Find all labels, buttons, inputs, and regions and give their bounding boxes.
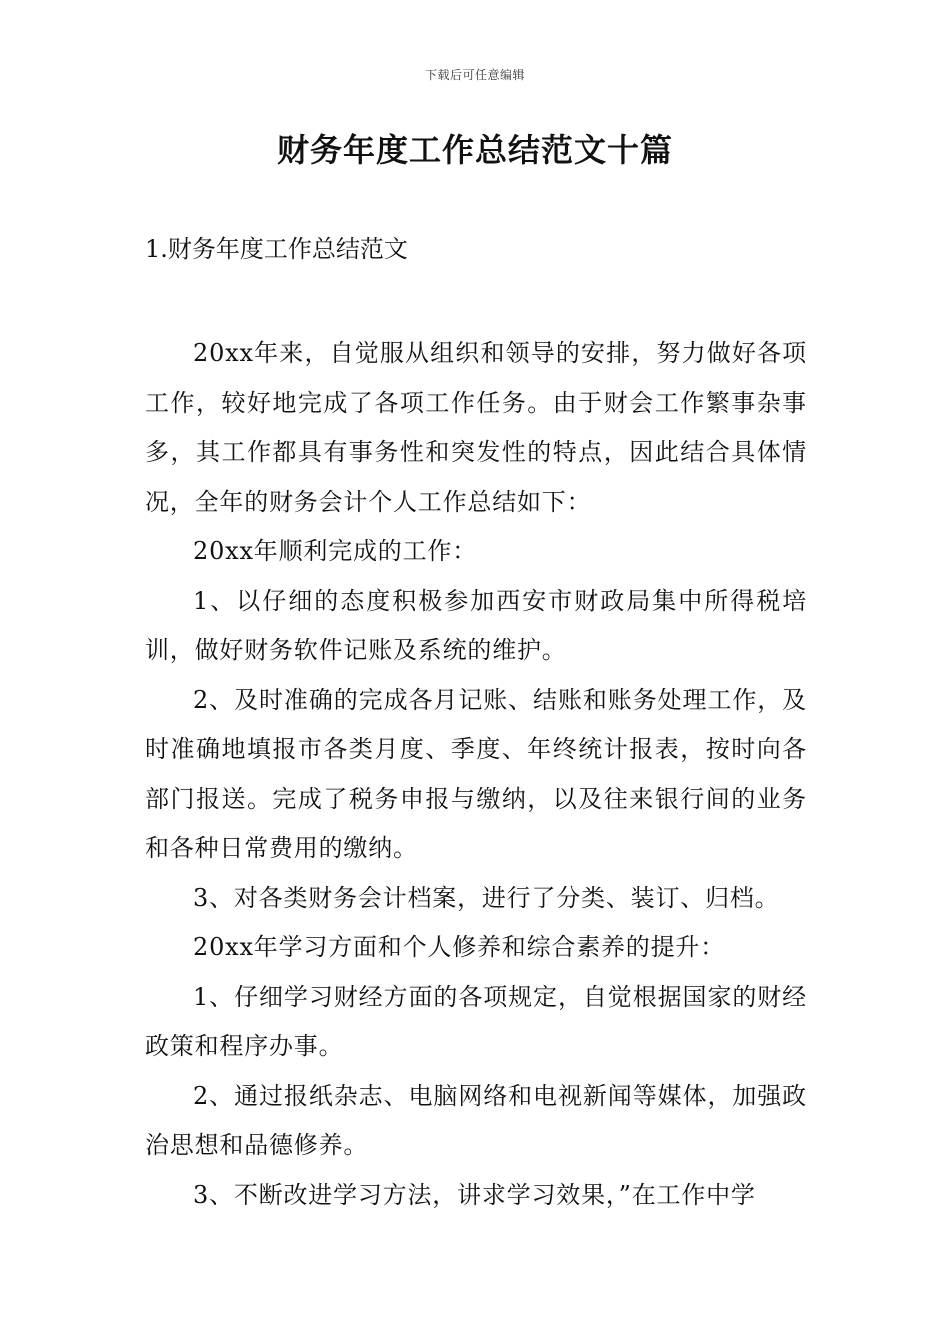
paragraph: 20xx年学习方面和个人修养和综合素养的提升： [193,933,726,961]
paragraph: 3、不断改进学习方法，讲求学习效果，”在工作中学 [193,1180,756,1209]
paragraph: 1、仔细学习财经方面的各项规定，自觉根据国家的财经政策和程序办事。 [145,982,807,1060]
paragraph: 3、对各类财务会计档案，进行了分类、装订、归档。 [193,883,780,912]
header-note: 下载后可任意编辑 [424,68,525,82]
document-title: 财务年度工作总结范文十篇 [276,131,673,169]
document-body [145,329,807,1220]
paragraph: 2、及时准确的完成各月记账、结账和账务处理工作，及时准确地填报市各类月度、季度、年终统计报表，按时向各部门报送。完成了税务申报与缴纳，以及往来银行间的业务和各种日常费用的缴纳。 [145,685,807,862]
paragraph: 20xx年顺利完成的工作： [193,537,478,565]
paragraph: 20xx年来，自觉服从组织和领导的安排，努力做好各项工作，较好地完成了各项工作任务。由于财会工作繁事杂事多，其工作都具有事务性和突发性的特点，因此结合具体情况，全年的财务会计个人工作总结如下： [145,339,807,516]
section-heading: 1.财务年度工作总结范文 [145,235,408,263]
paragraph: 2、通过报纸杂志、电脑网络和电视新闻等媒体，加强政治思想和品德修养。 [145,1081,807,1159]
paragraph: 1、以仔细的态度积极参加西安市财政局集中所得税培训，做好财务软件记账及系统的维护。 [145,586,807,664]
